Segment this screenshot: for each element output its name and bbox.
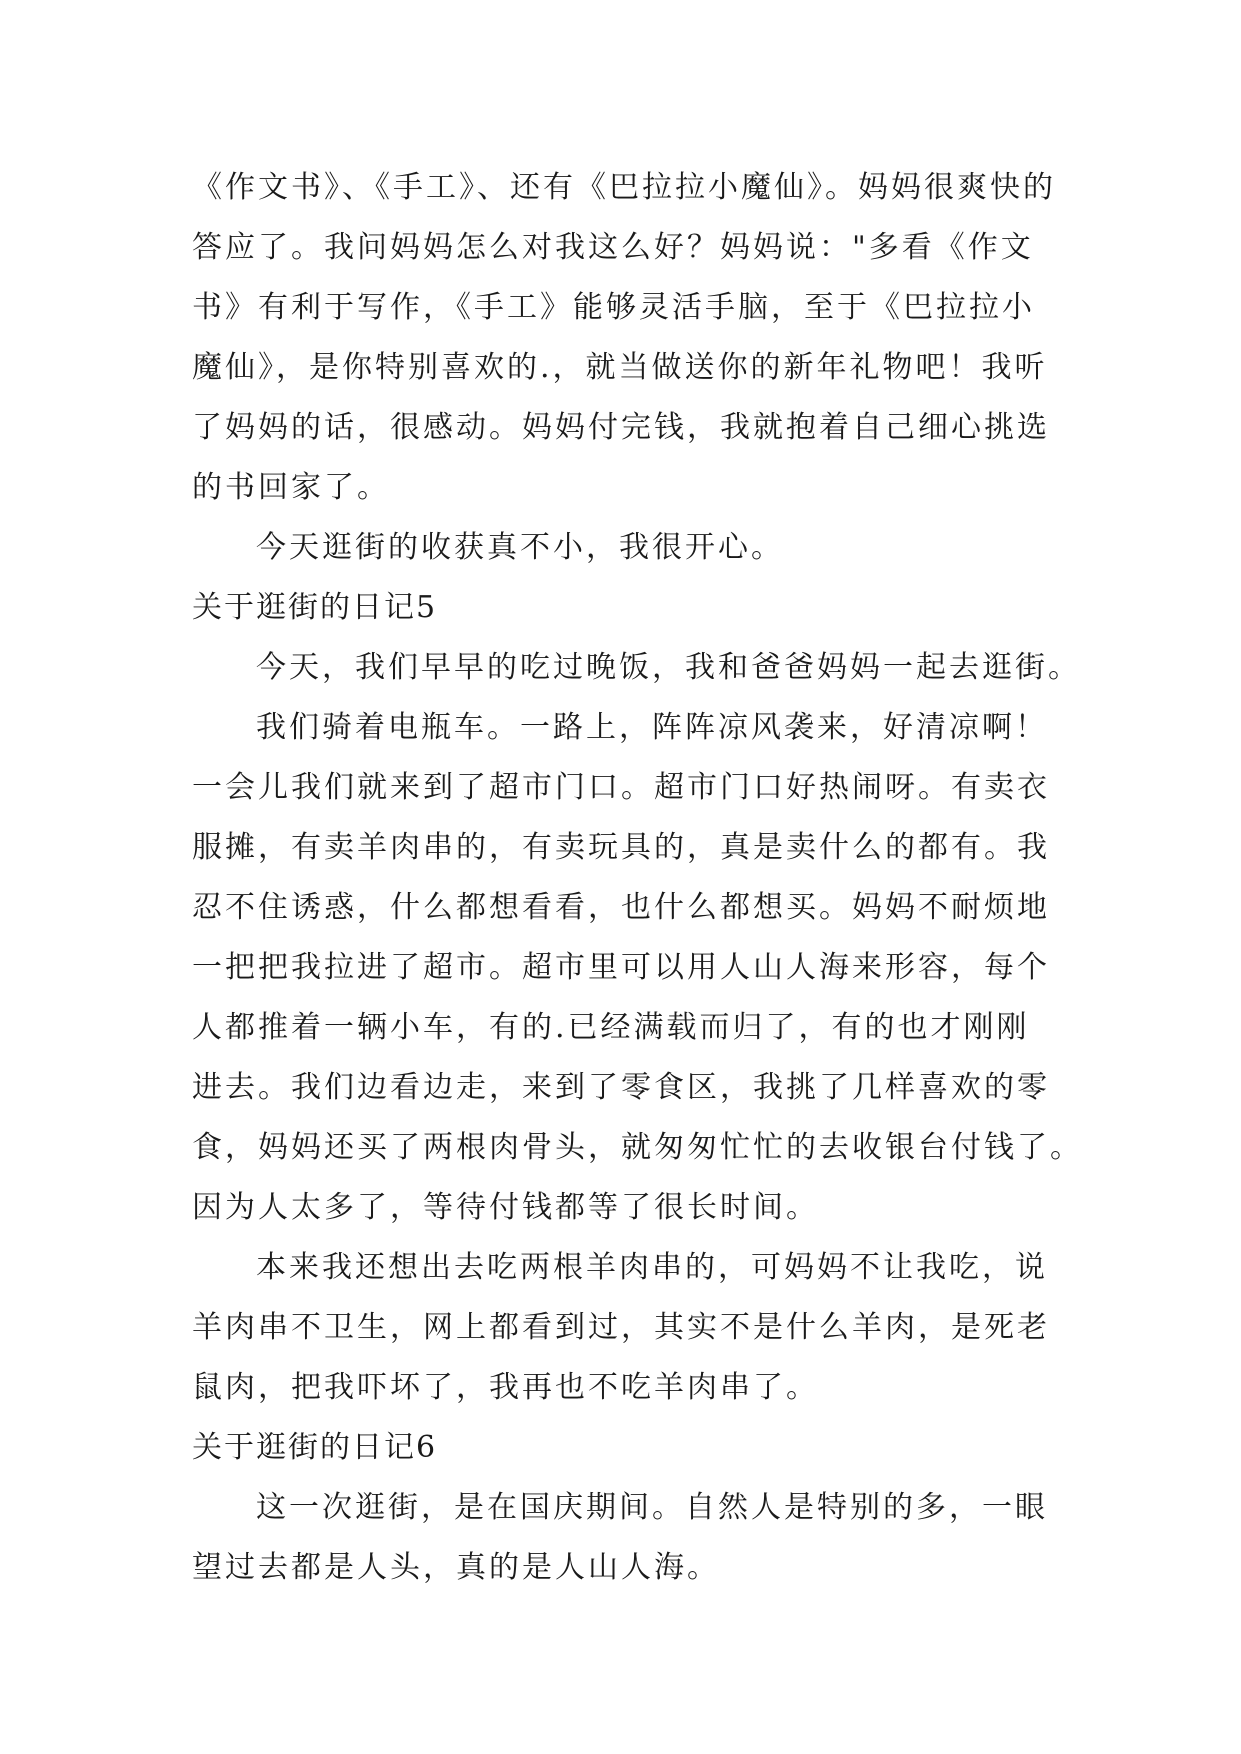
text-line: 鼠肉，把我吓坏了，我再也不吃羊肉串了。 xyxy=(192,1370,819,1405)
paragraph-first-line: 这一次逛街，是在国庆期间。自然人是特别的多，一眼 xyxy=(256,1490,1048,1525)
text-line: 因为人太多了，等待付钱都等了很长时间。 xyxy=(192,1190,819,1225)
text-line: 望过去都是人头，真的是人山人海。 xyxy=(192,1550,720,1585)
text-line: 了妈妈的话，很感动。妈妈付完钱，我就抱着自己细心挑选 xyxy=(192,410,1050,445)
section-heading: 关于逛街的日记5 xyxy=(192,590,438,625)
section-heading: 关于逛街的日记6 xyxy=(192,1430,438,1465)
paragraph-first-line: 我们骑着电瓶车。一路上，阵阵凉风袭来，好清凉啊！ xyxy=(256,710,1048,745)
text-line: 魔仙》，是你特别喜欢的.，就当做送你的新年礼物吧！我听 xyxy=(192,350,1048,385)
text-line: 一把把我拉进了超市。超市里可以用人山人海来形容，每个 xyxy=(192,950,1050,985)
paragraph-first-line: 本来我还想出去吃两根羊肉串的，可妈妈不让我吃，说 xyxy=(256,1250,1048,1285)
document-body xyxy=(192,158,1083,1598)
text-line: 忍不住诱惑，什么都想看看，也什么都想买。妈妈不耐烦地 xyxy=(192,890,1050,925)
text-line: 羊肉串不卫生，网上都看到过，其实不是什么羊肉，是死老 xyxy=(192,1310,1050,1345)
paragraph-first-line: 今天逛街的收获真不小，我很开心。 xyxy=(256,530,784,565)
paragraph-first-line: 今天，我们早早的吃过晚饭，我和爸爸妈妈一起去逛街。 xyxy=(256,650,1081,685)
text-line: 《作文书》、《手工》、还有《巴拉拉小魔仙》。妈妈很爽快的 xyxy=(192,170,1056,205)
text-line: 答应了。我问妈妈怎么对我这么好？妈妈说："多看《作文 xyxy=(192,230,1034,265)
text-line: 一会儿我们就来到了超市门口。超市门口好热闹呀。有卖衣 xyxy=(192,770,1050,805)
text-line: 进去。我们边看边走，来到了零食区，我挑了几样喜欢的零 xyxy=(192,1070,1050,1105)
text-line: 书》有利于写作，《手工》能够灵活手脑，至于《巴拉拉小 xyxy=(192,290,1035,325)
text-line: 的书回家了。 xyxy=(192,470,390,505)
text-line: 人都推着一辆小车，有的.已经满载而归了，有的也才刚刚 xyxy=(192,1010,1030,1045)
text-line: 食，妈妈还买了两根肉骨头，就匆匆忙忙的去收银台付钱了。 xyxy=(192,1130,1083,1165)
text-line: 服摊，有卖羊肉串的，有卖玩具的，真是卖什么的都有。我 xyxy=(192,830,1050,865)
